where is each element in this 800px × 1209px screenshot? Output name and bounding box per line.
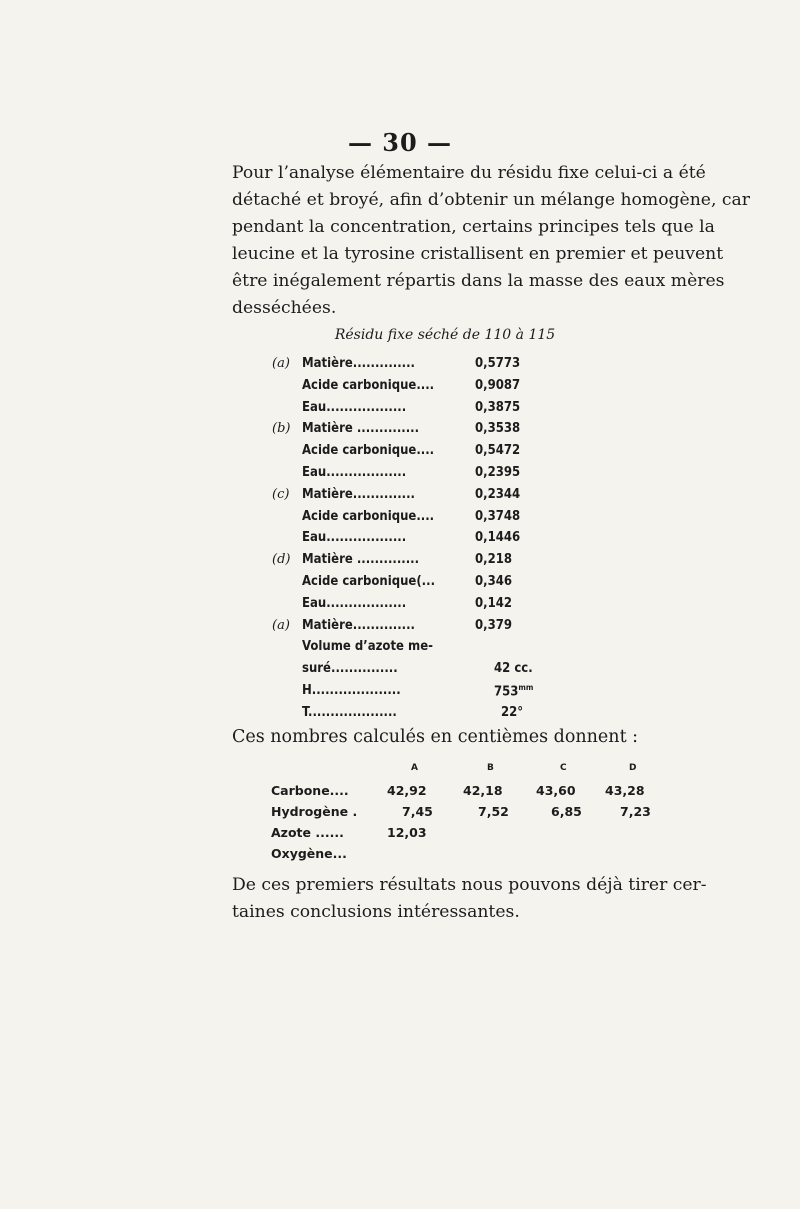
analysis-value: 0,5472 xyxy=(475,443,521,459)
table-row-label: Oxygène... xyxy=(271,846,347,861)
analysis-row xyxy=(272,530,572,552)
analysis-row xyxy=(272,661,572,683)
results-heading: Ces nombres calculés en centièmes donnent : xyxy=(232,727,639,747)
table-cell: 7,52 xyxy=(478,804,509,819)
analysis-row xyxy=(272,683,572,705)
analysis-value: 0,3748 xyxy=(475,508,521,524)
table-column-header: A xyxy=(411,763,418,773)
table-column-header: C xyxy=(560,763,567,773)
table-cell: 42,92 xyxy=(387,783,427,798)
table-cell: 7,23 xyxy=(620,804,651,819)
table-cell: 42,18 xyxy=(463,783,503,798)
paragraph-line: Pour l’analyse élémentaire du résidu fixe celui-ci a été xyxy=(232,163,706,183)
analysis-value: 22° xyxy=(501,704,524,720)
paragraph-line: desséchées. xyxy=(232,298,337,318)
analysis-label: (a) xyxy=(272,356,290,371)
analysis-value: 0,2395 xyxy=(475,465,521,480)
analysis-row xyxy=(272,421,572,443)
table-cell: 43,60 xyxy=(536,783,576,798)
analysis-value: 0,3875 xyxy=(475,399,521,415)
analysis-value: 0,379 xyxy=(475,617,512,633)
analysis-row xyxy=(272,509,572,531)
table-row-label: Carbone.... xyxy=(271,783,349,798)
analysis-value: $753^{mm}$ xyxy=(494,683,534,700)
table-row-label: Hydrogène . xyxy=(271,804,358,819)
analysis-item: Acide carbonique.... xyxy=(302,508,435,524)
analysis-value: 0,346 xyxy=(475,574,512,589)
analysis-value: 0,3538 xyxy=(475,421,521,437)
analysis-row xyxy=(272,705,572,727)
paragraph-line: De ces premiers résultats nous pouvons déjà tirer cer- xyxy=(232,875,707,895)
analysis-row xyxy=(272,356,572,378)
analysis-item: H.................... xyxy=(302,683,401,698)
analysis-value: 0,2344 xyxy=(475,486,521,502)
analysis-value: 0,5773 xyxy=(475,356,521,371)
table-cell: 6,85 xyxy=(551,804,582,819)
analysis-value: 0,142 xyxy=(475,595,512,611)
table-cell: 43,28 xyxy=(605,783,645,798)
analysis-item: Matière.............. xyxy=(302,486,415,502)
analysis-value: 0,1446 xyxy=(475,530,521,546)
table-row-label: Azote ...... xyxy=(271,825,344,840)
analysis-row xyxy=(272,552,572,574)
analysis-item: Acide carbonique.... xyxy=(302,377,435,393)
paragraph-conclusion xyxy=(232,872,707,926)
analysis-row xyxy=(272,443,572,465)
analysis-item: Acide carbonique(... xyxy=(302,574,436,589)
analysis-row xyxy=(272,574,572,596)
analysis-item: Matière .............. xyxy=(302,421,420,437)
analysis-row xyxy=(272,639,572,661)
analysis-item: Eau.................. xyxy=(302,530,407,546)
analysis-row xyxy=(272,618,572,640)
analysis-item: Eau.................. xyxy=(302,399,407,415)
analysis-item: Matière.............. xyxy=(302,356,415,371)
analysis-item: suré............... xyxy=(302,661,398,677)
analysis-item: Eau.................. xyxy=(302,465,407,480)
paragraph-intro xyxy=(232,160,750,322)
analysis-caption: Résidu fixe séché de 110 à 115 xyxy=(334,327,556,343)
analysis-item: Matière.............. xyxy=(302,617,415,633)
analysis-row xyxy=(272,596,572,618)
table-column-header: B xyxy=(487,763,494,773)
analysis-row xyxy=(272,465,572,487)
analysis-item: Matière .............. xyxy=(302,552,420,568)
analysis-label: (d) xyxy=(272,552,291,568)
analysis-label: (b) xyxy=(272,421,291,437)
analysis-label: (a) xyxy=(272,617,290,633)
analysis-value: 42 cc. xyxy=(494,661,533,677)
table-cell: 7,45 xyxy=(402,804,433,819)
paragraph-line: taines conclusions intéressantes. xyxy=(232,902,520,922)
table-cell: 12,03 xyxy=(387,825,427,840)
analysis-item: Acide carbonique.... xyxy=(302,443,435,459)
analysis-row xyxy=(272,378,572,400)
table-column-header: D xyxy=(629,763,637,773)
paragraph-line: détaché et broyé, afin d’obtenir un mélange homogène, car xyxy=(232,190,750,210)
page-number: — 30 — xyxy=(347,128,453,157)
paragraph-line: pendant la concentration, certains principes tels que la xyxy=(232,217,715,237)
analysis-row xyxy=(272,400,572,422)
analysis-value: 0,9087 xyxy=(475,377,521,393)
analysis-item: T.................... xyxy=(302,704,397,720)
paragraph-line: leucine et la tyrosine cristallisent en premier et peuvent xyxy=(232,244,724,264)
analysis-label: (c) xyxy=(272,486,290,502)
analysis-item: Eau.................. xyxy=(302,595,407,611)
paragraph-line: être inégalement répartis dans la masse des eaux mères xyxy=(232,271,725,291)
analysis-value: 0,218 xyxy=(475,552,512,568)
analysis-item: Volume d’azote me- xyxy=(302,639,434,655)
analysis-row xyxy=(272,487,572,509)
